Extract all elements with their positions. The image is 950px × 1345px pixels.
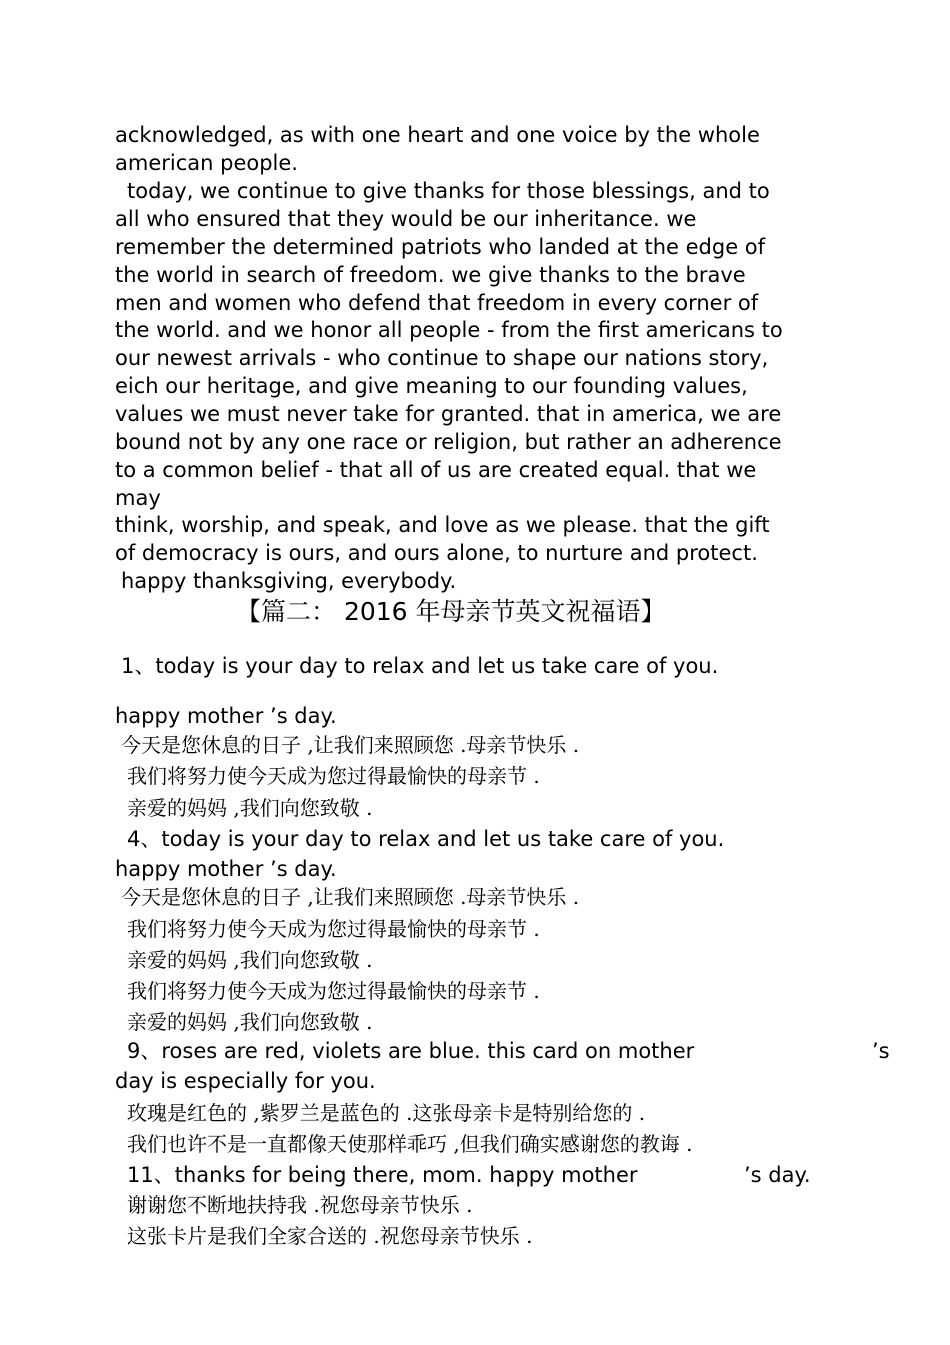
paragraph-line: bound not by any one race or religion, but rather an adherence [115, 430, 782, 454]
translation-line: 我们也许不是一直都像天使那样乖巧 ,但我们确实感谢您的教诲 . [127, 1132, 693, 1156]
translation-line: 玫瑰是红色的 ,紫罗兰是蓝色的 .这张母亲卡是特别给您的 . [127, 1101, 646, 1125]
paragraph-line: american people. [115, 151, 298, 175]
translation-line: 亲爱的妈妈 ,我们向您致敬 . [127, 948, 373, 972]
paragraph-line: acknowledged, as with one heart and one voice by the whole [115, 123, 760, 147]
item-line: 4、today is your day to relax and let us take care of you. [127, 827, 725, 851]
translation-line: 这张卡片是我们全家合送的 .祝您母亲节快乐 . [127, 1224, 533, 1248]
paragraph-line: remember the determined patriots who landed at the edge of [115, 235, 766, 259]
item-line: day is especially for you. [115, 1069, 376, 1093]
item-line-tail: ’s [872, 1039, 890, 1063]
translation-line: 今天是您休息的日子 ,让我们来照顾您 .母亲节快乐 . [121, 885, 580, 909]
paragraph-line: may [115, 486, 161, 510]
translation-line: 亲爱的妈妈 ,我们向您致敬 . [127, 796, 373, 820]
paragraph-line: our newest arrivals - who continue to shape our nations story, [115, 346, 769, 370]
item-line-tail: ’s day. [744, 1163, 811, 1187]
paragraph-line: men and women who defend that freedom in every corner of [115, 291, 759, 315]
paragraph-line: the world. and we honor all people - from the first americans to [115, 318, 783, 342]
translation-line: 今天是您休息的日子 ,让我们来照顾您 .母亲节快乐 . [121, 733, 580, 757]
paragraph-line: think, worship, and speak, and love as we please. that the gift [115, 513, 770, 537]
paragraph-line: today, we continue to give thanks for those blessings, and to [127, 179, 770, 203]
item-line: 9、roses are red, violets are blue. this card on mother [127, 1039, 695, 1063]
item-line: happy mother ’s day. [115, 857, 337, 881]
translation-line: 谢谢您不断地扶持我 .祝您母亲节快乐 . [127, 1193, 473, 1217]
paragraph-line: values we must never take for granted. that in america, we are [115, 402, 782, 426]
item-line: 11、thanks for being there, mom. happy mother [127, 1163, 638, 1187]
translation-line: 我们将努力使今天成为您过得最愉快的母亲节 . [127, 917, 540, 941]
translation-line: 我们将努力使今天成为您过得最愉快的母亲节 . [127, 979, 540, 1003]
translation-line: 亲爱的妈妈 ,我们向您致敬 . [127, 1010, 373, 1034]
item-line: 1、today is your day to relax and let us take care of you. [121, 654, 719, 678]
paragraph-line: to a common belief - that all of us are created equal. that we [115, 458, 757, 482]
paragraph-line: of democracy is ours, and ours alone, to nurture and protect. [115, 541, 758, 565]
paragraph-line: all who ensured that they would be our inheritance. we [115, 207, 697, 231]
section-heading: 【篇二： 2016 年母亲节英文祝福语】 [236, 597, 666, 626]
paragraph-line: eich our heritage, and give meaning to our founding values, [115, 374, 748, 398]
item-line: happy mother ’s day. [115, 704, 337, 728]
translation-line: 我们将努力使今天成为您过得最愉快的母亲节 . [127, 764, 540, 788]
paragraph-line: the world in search of freedom. we give thanks to the brave [115, 263, 746, 287]
paragraph-line: happy thanksgiving, everybody. [121, 569, 457, 593]
